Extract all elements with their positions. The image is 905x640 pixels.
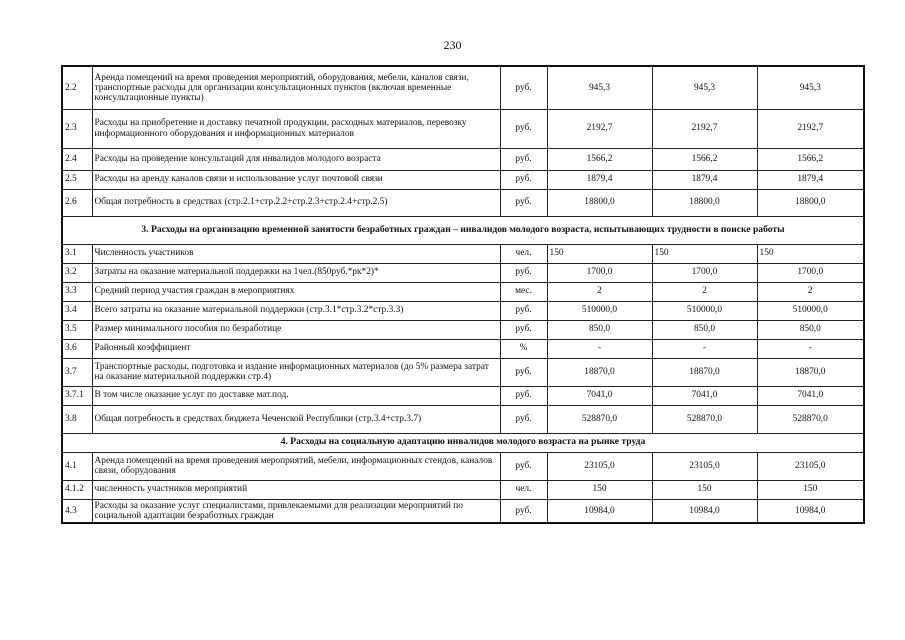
row-description: Общая потребность в средствах (стр.2.1+стр.2.2+стр.2.3+стр.2.4+стр.2.5): [92, 189, 500, 216]
value-year-2: 1879,4: [652, 170, 757, 189]
row-unit: руб.: [500, 386, 547, 405]
row-description: Транспортные расходы, подготовка и издание информационных материалов (до 5% размера затрат на оказание материальной поддержки стр.4): [92, 358, 500, 386]
value-year-1: -: [547, 339, 652, 358]
value-year-3: 1700,0: [757, 263, 864, 282]
value-year-2: 7041,0: [652, 386, 757, 405]
value-year-3: 150: [757, 244, 864, 263]
value-year-3: 23105,0: [757, 452, 864, 480]
section-title: 3. Расходы на организацию временной занятости безработных граждан – инвалидов молодого возраста, испытывающих трудности в поиске работы: [62, 216, 864, 244]
row-number: 3.2: [62, 263, 92, 282]
row-description: Расходы на аренду каналов связи и использование услуг почтовой связи: [92, 170, 500, 189]
value-year-3: 850,0: [757, 320, 864, 339]
row-number: 4.1.2: [62, 480, 92, 499]
table-row: [62, 452, 864, 480]
row-description: Расходы на проведение консультаций для инвалидов молодого возраста: [92, 148, 500, 170]
row-unit: руб.: [500, 320, 547, 339]
row-description: Всего затраты на оказание материальной поддержки (стр.3.1*стр.3.2*стр.3.3): [92, 301, 500, 320]
budget-table: [61, 65, 865, 524]
row-number: 3.7: [62, 358, 92, 386]
row-description: Расходы за оказание услуг специалистами, привлекаемыми для реализации мероприятий по социальной адаптации безработных граждан: [92, 499, 500, 523]
value-year-3: 18870,0: [757, 358, 864, 386]
row-unit: руб.: [500, 109, 547, 148]
value-year-2: 2192,7: [652, 109, 757, 148]
row-description: В том числе оказание услуг по доставке мат.под.: [92, 386, 500, 405]
row-description: Расходы на приобретение и доставку печатной продукции, расходных материалов, перевозку информационного оборудования и информационных материалов: [92, 109, 500, 148]
section-header-row: [62, 216, 864, 244]
row-unit: чел.: [500, 480, 547, 499]
value-year-2: 2: [652, 282, 757, 301]
table-row: [62, 148, 864, 170]
row-number: 4.3: [62, 499, 92, 523]
row-number: 4.1: [62, 452, 92, 480]
value-year-2: 510000,0: [652, 301, 757, 320]
value-year-2: 10984,0: [652, 499, 757, 523]
value-year-3: 2192,7: [757, 109, 864, 148]
value-year-3: 1566,2: [757, 148, 864, 170]
row-unit: руб.: [500, 358, 547, 386]
value-year-2: 1700,0: [652, 263, 757, 282]
value-year-3: 2: [757, 282, 864, 301]
value-year-3: 510000,0: [757, 301, 864, 320]
row-number: 2.3: [62, 109, 92, 148]
table-row: [62, 339, 864, 358]
row-description: Размер минимального пособия по безработице: [92, 320, 500, 339]
value-year-1: 18800,0: [547, 189, 652, 216]
value-year-1: 7041,0: [547, 386, 652, 405]
row-description: Районный коэффициент: [92, 339, 500, 358]
row-description: Аренда помещений на время проведения мероприятий, мебели, информационных стендов, каналов связи, оборудования: [92, 452, 500, 480]
row-description: Численность участников: [92, 244, 500, 263]
row-number: 2.5: [62, 170, 92, 189]
value-year-2: 18800,0: [652, 189, 757, 216]
row-unit: руб.: [500, 452, 547, 480]
row-number: 3.1: [62, 244, 92, 263]
row-number: 3.6: [62, 339, 92, 358]
table-row: [62, 263, 864, 282]
table-row: [62, 170, 864, 189]
table-row: [62, 320, 864, 339]
row-unit: руб.: [500, 301, 547, 320]
table-row: [62, 499, 864, 523]
table-row: [62, 244, 864, 263]
value-year-1: 150: [547, 244, 652, 263]
value-year-3: 945,3: [757, 66, 864, 109]
value-year-3: 7041,0: [757, 386, 864, 405]
table-row: [62, 282, 864, 301]
value-year-1: 18870,0: [547, 358, 652, 386]
row-description: Средний период участия граждан в мероприятиях: [92, 282, 500, 301]
row-number: 2.6: [62, 189, 92, 216]
row-number: 2.4: [62, 148, 92, 170]
table-row: [62, 109, 864, 148]
row-unit: мес.: [500, 282, 547, 301]
table-row: [62, 405, 864, 433]
row-description: Затраты на оказание материальной поддержки на 1чел.(850руб.*рк*2)*: [92, 263, 500, 282]
value-year-2: 1566,2: [652, 148, 757, 170]
row-description: Аренда помещений на время проведения мероприятий, оборудования, мебели, каналов связи, транспортные расходы для организации консультационных пунктов (включая временные консультационные пункты): [92, 66, 500, 109]
table-row: [62, 189, 864, 216]
row-unit: %: [500, 339, 547, 358]
row-number: 3.8: [62, 405, 92, 433]
value-year-2: 150: [652, 244, 757, 263]
value-year-1: 528870,0: [547, 405, 652, 433]
row-description: численность участников мероприятий: [92, 480, 500, 499]
row-unit: руб.: [500, 499, 547, 523]
row-unit: руб.: [500, 170, 547, 189]
value-year-1: 1566,2: [547, 148, 652, 170]
value-year-3: 150: [757, 480, 864, 499]
value-year-2: 850,0: [652, 320, 757, 339]
table-row: [62, 386, 864, 405]
section-title: 4. Расходы на социальную адаптацию инвалидов молодого возраста на рынке труда: [62, 433, 864, 452]
row-unit: руб.: [500, 189, 547, 216]
value-year-1: 150: [547, 480, 652, 499]
value-year-1: 945,3: [547, 66, 652, 109]
row-unit: руб.: [500, 405, 547, 433]
table-row: [62, 480, 864, 499]
value-year-1: 850,0: [547, 320, 652, 339]
value-year-3: 528870,0: [757, 405, 864, 433]
value-year-1: 1879,4: [547, 170, 652, 189]
row-description: Общая потребность в средствах бюджета Чеченской Республики (стр.3.4+стр.3.7): [92, 405, 500, 433]
value-year-2: 150: [652, 480, 757, 499]
value-year-1: 2: [547, 282, 652, 301]
page-number: 230: [443, 38, 462, 52]
table-row: [62, 66, 864, 109]
value-year-1: 10984,0: [547, 499, 652, 523]
row-number: 3.7.1: [62, 386, 92, 405]
value-year-2: 18870,0: [652, 358, 757, 386]
value-year-1: 510000,0: [547, 301, 652, 320]
row-number: 3.5: [62, 320, 92, 339]
row-number: 3.3: [62, 282, 92, 301]
value-year-3: -: [757, 339, 864, 358]
table-row: [62, 358, 864, 386]
value-year-3: 1879,4: [757, 170, 864, 189]
value-year-3: 18800,0: [757, 189, 864, 216]
value-year-1: 23105,0: [547, 452, 652, 480]
value-year-2: 945,3: [652, 66, 757, 109]
value-year-1: 2192,7: [547, 109, 652, 148]
value-year-1: 1700,0: [547, 263, 652, 282]
row-number: 2.2: [62, 66, 92, 109]
value-year-3: 10984,0: [757, 499, 864, 523]
row-number: 3.4: [62, 301, 92, 320]
row-unit: руб.: [500, 66, 547, 109]
value-year-2: -: [652, 339, 757, 358]
section-header-row: [62, 433, 864, 452]
row-unit: руб.: [500, 263, 547, 282]
row-unit: руб.: [500, 148, 547, 170]
value-year-2: 528870,0: [652, 405, 757, 433]
table-row: [62, 301, 864, 320]
row-unit: чел.: [500, 244, 547, 263]
value-year-2: 23105,0: [652, 452, 757, 480]
